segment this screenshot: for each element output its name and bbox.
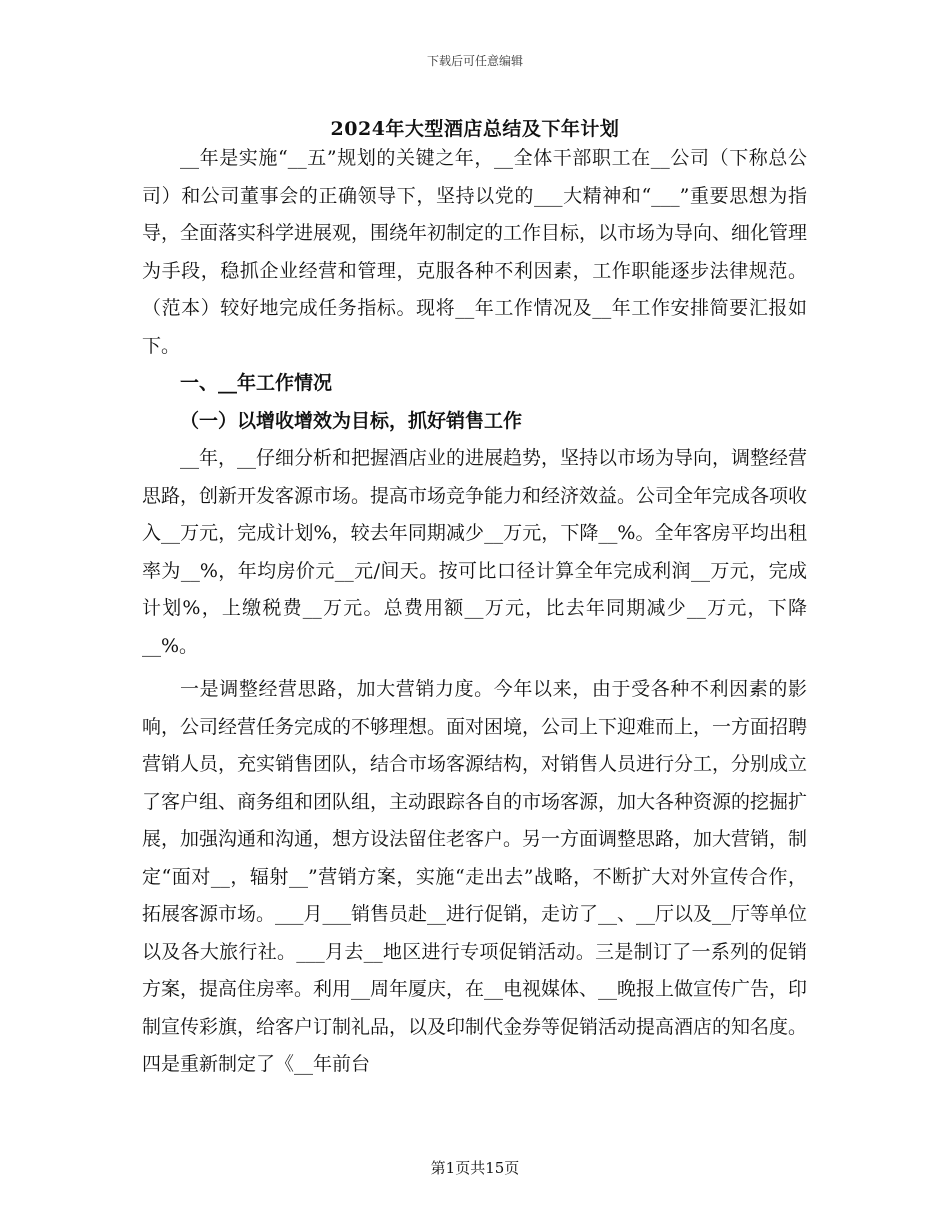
section-heading: 一、__年工作情况 (180, 372, 333, 394)
marketing-paragraph: 一是调整经营思路，加大营销力度。今年以来，由于受各种不利因素的影响，公司经营任务完成的不够理想。面对困境，公司上下迎难而上，一方面招聘营销人员，充实销售团队，结合市场客源结构，对销售人员进行分工，分别成立了客户组、商务组和团队组，主动跟踪各自的市场客源，加大各种资源的挖掘扩展，加强沟通和沟通，想方设法留住老客户。另一方面调整思路，加大营销，制定“面对__，辐射__”营销方案，实施“走出去”战略，不断扩大对外宣传合作，拓展客源市场。___月___销售员赴__进行促销，走访了__、__厅以及__厅等单位以及各大旅行社。___月去__地区进行专项促销活动。三是制订了一系列的促销方案，提高住房率。利用__周年厦庆，在__电视媒体、__晚报上做宣传广告，印制宣传彩旗，给客户订制礼品，以及印制代金券等促销活动提高酒店的知名度。四是重新制定了《__年前台 (142, 678, 808, 1075)
intro-paragraph: __年是实施“__五”规划的关键之年，__全体干部职工在__公司（下称总公司）和公司董事会的正确领导下，坚持以党的___大精神和“___”重要思想为指导，全面落实科学进展观，围绕年初制定的工作目标，以市场为导向、细化管理为手段，稳抓企业经营和管理，克服各种不利因素，工作职能逐步法律规范。（范本）较好地完成任务指标。现将__年工作情况及__年工作安排简要汇报如下。 (142, 147, 808, 357)
document-body (142, 140, 807, 1084)
page-number: 第1页共15页 (430, 1159, 520, 1177)
sales-summary-paragraph: __年，__仔细分析和把握酒店业的进展趋势，坚持以市场为导向，调整经营思路，创新开发客源市场。提高市场竞争能力和经济效益。公司全年完成各项收入__万元，完成计划%，较去年同期减少__万元，下降__%。全年客房平均出租率为__%，年均房价元__元/间天。按可比口径计算全年完成利润__万元，完成计划%，上缴税费__万元。总费用额__万元，比去年同期减少__万元，下降__%。 (142, 447, 808, 657)
document-title: 2024年大型酒店总结及下年计划 (330, 118, 620, 140)
subsection-heading: （一）以增收增效为目标，抓好销售工作 (180, 409, 523, 432)
page-header-note: 下载后可任意编辑 (426, 54, 523, 68)
